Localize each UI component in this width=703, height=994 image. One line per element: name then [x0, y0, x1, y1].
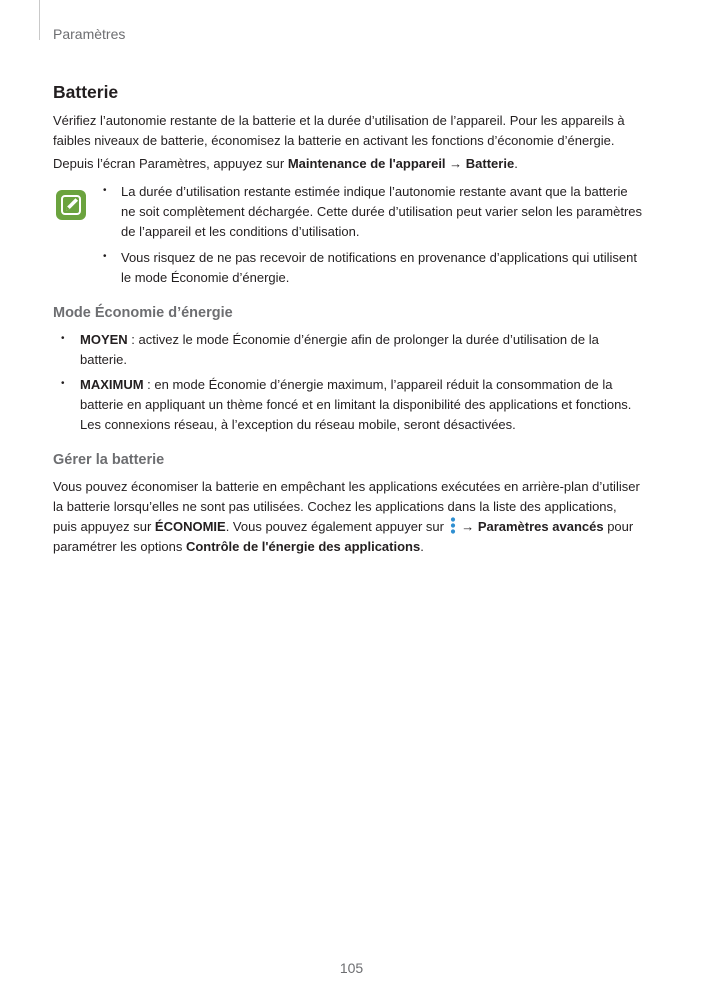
energy-mode-list [53, 330, 643, 435]
path-arrow: → [445, 156, 466, 171]
manage-text-1: Vous pouvez économiser la batterie en empêchant les applications exécutées en arrière-plan d’utiliser la batterie lorsqu’elles ne sont pas utilisées. Cochez les applications dans la liste des applications, puis appuyez sur [53, 479, 640, 534]
battery-navigation-path [53, 154, 643, 174]
section-title-battery: Batterie [53, 82, 119, 102]
section-title-manage-battery: Gérer la batterie [53, 452, 165, 468]
note-pencil-icon [56, 190, 86, 220]
note-block [53, 182, 643, 288]
more-options-icon [448, 517, 458, 534]
manage-battery-text [53, 477, 643, 557]
main-content [53, 82, 643, 557]
page-number: 105 [339, 960, 364, 976]
battery-intro: Vérifiez l’autonomie restante de la batterie et la durée d’utilisation de l’appareil. Pour les appareils à faibles niveaux de batterie, économisez la batterie en activant les fonctions d’économie d’énergie. [53, 113, 625, 148]
mode-item-maximum [53, 375, 643, 435]
manage-keyword-advanced: Paramètres avancés [477, 519, 604, 534]
header-divider [39, 0, 40, 40]
manage-arrow: → [457, 519, 478, 534]
manage-text-4: . [420, 539, 424, 554]
manage-keyword-control: Contrôle de l'énergie des applications [185, 539, 421, 554]
note-item: • Vous risquez de ne pas recevoir de notifications en provenance d’applications qui utilisent le mode Économie d’énergie. [101, 248, 643, 288]
path-item-maintenance: Maintenance de l'appareil [287, 156, 446, 171]
mode-description: : en mode Économie d’énergie maximum, l’appareil réduit la consommation de la batterie en appliquant un thème foncé et en limitant la disponibilité des applications et fonctions. Les connexions réseau, à l’exception du réseau mobile, seront désactivées. [80, 377, 632, 432]
section-title-energy-mode: Mode Économie d’énergie [53, 305, 233, 321]
mode-keyword: MAXIMUM [80, 377, 144, 392]
mode-keyword: MOYEN [80, 332, 128, 347]
note-list [101, 182, 643, 288]
path-item-battery: Batterie [465, 156, 515, 171]
manage-keyword-economie: ÉCONOMIE [154, 519, 226, 534]
path-prefix: Depuis l’écran Paramètres, appuyez sur [53, 156, 288, 171]
header-title: Paramètres [53, 26, 126, 42]
path-period: . [514, 156, 518, 171]
mode-description: : activez le mode Économie d’énergie afin de prolonger la durée d’utilisation de la batterie. [80, 332, 599, 367]
manage-text-2: . Vous pouvez également appuyer sur [225, 519, 448, 534]
note-item: • La durée d’utilisation restante estimée indique l’autonomie restante avant que la batterie ne soit complètement déchargée. Cette durée d’utilisation peut varier selon les paramètres de l’appareil et les conditions d’utilisation. [101, 182, 643, 242]
manage-text-3: pour paramétrer les options [53, 519, 634, 554]
mode-item-moyen [53, 330, 643, 370]
